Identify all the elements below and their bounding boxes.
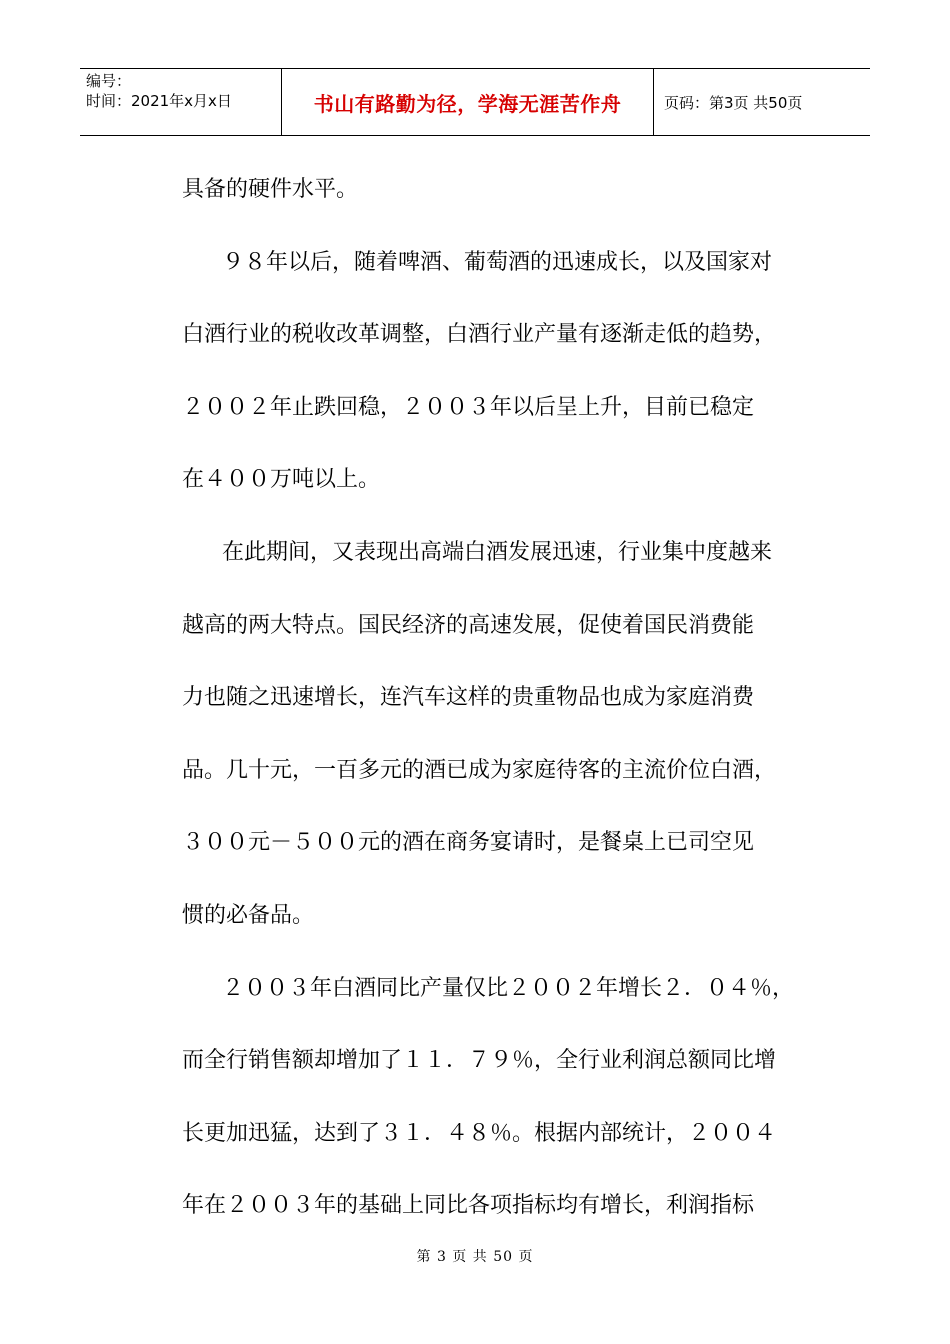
header-page-info — [654, 69, 870, 135]
body-line: ２００２年止跌回稳，２００３年以后呈上升，目前已稳定 — [182, 394, 755, 420]
document-number-label: 编号： — [86, 72, 132, 90]
body-line: 力也随之迅速增长，连汽车这样的贵重物品也成为家庭消费 — [182, 685, 755, 711]
footer-page-number: 第 3 页 共 50 页 — [416, 1249, 534, 1265]
header-page-number: 页码：第3页 共50页 — [664, 93, 803, 112]
page-header — [80, 68, 870, 136]
document-body — [182, 158, 822, 1247]
body-line: 品。几十元，一百多元的酒已成为家庭待客的主流价位白酒， — [182, 757, 777, 783]
body-line: 长更加迅猛，达到了３１．４８％。根据内部统计，２００４ — [182, 1120, 777, 1146]
body-line: 具备的硬件水平。 — [182, 177, 359, 202]
body-line: ３００元－５００元的酒在商务宴请时，是餐桌上已司空见 — [182, 830, 755, 856]
page-footer — [0, 1246, 950, 1266]
body-line: ９８年以后，随着啤酒、葡萄酒的迅速成长，以及国家对 — [222, 249, 773, 275]
body-line: 而全行销售额却增加了１１．７９％，全行业利润总额同比增 — [182, 1048, 777, 1074]
body-line: 在此期间，又表现出高端白酒发展迅速，行业集中度越来 — [222, 539, 773, 565]
body-line: 白酒行业的税收改革调整，白酒行业产量有逐渐走低的趋势， — [182, 322, 777, 348]
header-meta — [80, 69, 282, 135]
header-motto: 书山有路勤为径，学海无涯苦作舟 — [313, 91, 622, 116]
document-date: 时间：2021年x月x日 — [86, 92, 232, 110]
body-line: 惯的必备品。 — [182, 902, 315, 928]
body-line: 在４００万吨以上。 — [182, 467, 381, 493]
header-motto-cell — [282, 69, 654, 135]
body-line: 越高的两大特点。国民经济的高速发展，促使着国民消费能 — [182, 612, 755, 638]
body-line: 年在２００３年的基础上同比各项指标均有增长，利润指标 — [182, 1193, 755, 1219]
body-line: ２００３年白酒同比产量仅比２００２年增长２．０４％， — [222, 975, 795, 1001]
